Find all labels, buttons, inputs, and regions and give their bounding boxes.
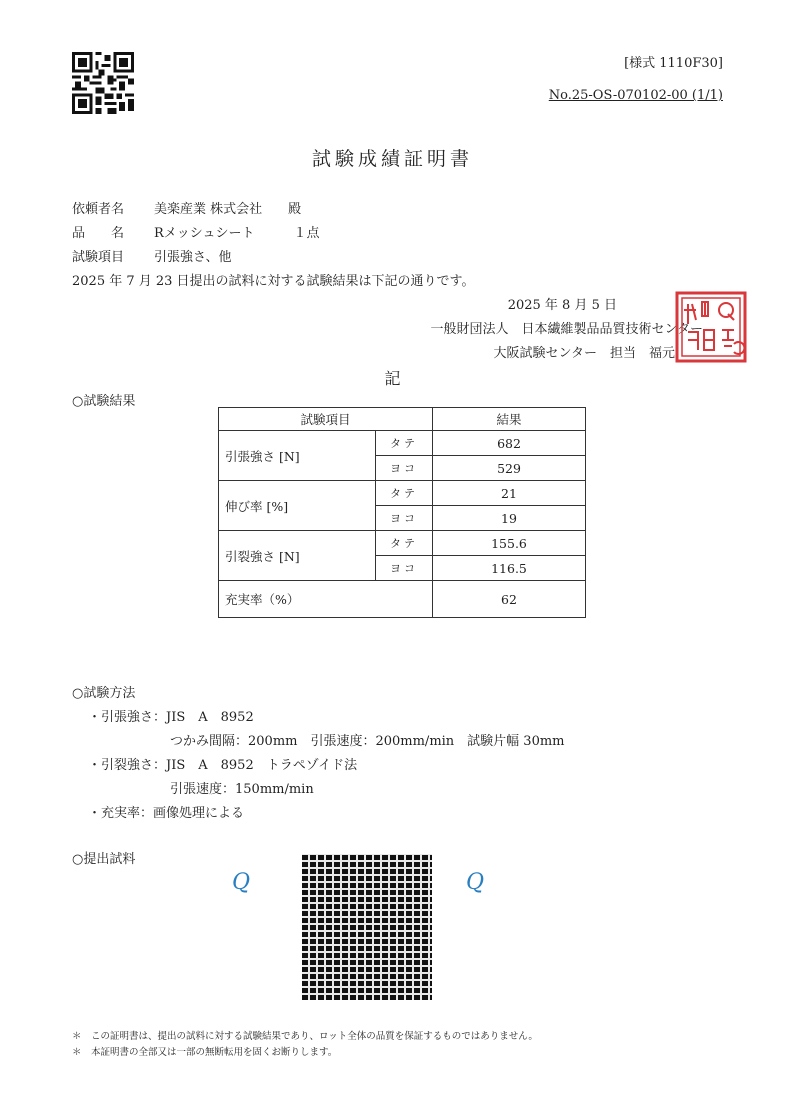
table-header-row (219, 408, 586, 431)
method-tear-conditions: 引張速度：150mm/min (170, 782, 314, 797)
row-item-tensile: 引張強さ [N] (219, 431, 376, 481)
form-code: [様式 1110F30] (624, 56, 723, 71)
value-fill-ratio: 62 (433, 581, 586, 618)
direction-yoko: ヨコ (376, 556, 433, 581)
client-value: 美楽産業 株式会社 殿 (154, 202, 302, 217)
qr-code (72, 52, 134, 114)
client-row (72, 198, 301, 217)
qtec-logo-icon: Q (466, 870, 485, 895)
row-item-fill-ratio: 充実率（%） (219, 581, 433, 618)
qtec-logo-icon: Q (232, 870, 251, 895)
value-tensile-yoko: 529 (433, 456, 586, 481)
issuer-center: 大阪試験センター 担当 福元 (493, 346, 675, 361)
table-row (219, 431, 586, 456)
direction-yoko: ヨコ (376, 456, 433, 481)
value-elongation-tate: 21 (433, 481, 586, 506)
document-title: 試験成績証明書 (311, 148, 473, 170)
mesh-sample-image (302, 854, 432, 1000)
footnote-2: ＊ 本証明書の全部又は一部の無断転用を固くお断りします。 (72, 1047, 338, 1058)
official-seal (674, 290, 748, 364)
footnote-1: ＊ この証明書は、提出の試料に対する試験結果であり、ロット全体の品質を保証するものではありません。 (72, 1031, 538, 1042)
table-row (219, 581, 586, 618)
test-items-value: 引張強さ、他 (154, 250, 232, 265)
method-tensile-conditions: つかみ間隔：200mm 引張速度：200mm/min 試験片幅 30mm (170, 734, 565, 749)
issuer-organization: 一般財団法人 日本繊維製品品質技術センター (430, 322, 703, 337)
methods-section-title: ○試験方法 (72, 686, 136, 701)
row-item-tear: 引裂強さ [N] (219, 531, 376, 581)
value-tensile-tate: 682 (433, 431, 586, 456)
table-row (219, 481, 586, 506)
client-label: 依頼者名 (72, 202, 125, 217)
header-result: 結果 (433, 408, 586, 431)
value-tear-tate: 155.6 (433, 531, 586, 556)
method-tensile: ・引張強さ：JIS A 8952 (88, 710, 254, 725)
sample-section-title: ○提出試料 (72, 852, 136, 867)
certificate-number: No.25-OS-070102-00 (1/1) (548, 88, 723, 103)
direction-tate: タテ (376, 531, 433, 556)
table-row (219, 531, 586, 556)
value-elongation-yoko: 19 (433, 506, 586, 531)
direction-tate: タテ (376, 431, 433, 456)
method-tear: ・引裂強さ：JIS A 8952 トラペゾイド法 (88, 758, 358, 773)
test-items-row (72, 246, 231, 265)
direction-yoko: ヨコ (376, 506, 433, 531)
submission-statement: 2025 年 7 月 23 日提出の試料に対する試験結果は下記の通りです。 (72, 274, 475, 289)
test-items-label: 試験項目 (72, 250, 125, 265)
ki-heading: 記 (384, 369, 401, 388)
product-value: Rメッシュシート １点 (154, 226, 320, 241)
row-item-elongation: 伸び率 [%] (219, 481, 376, 531)
value-tear-yoko: 116.5 (433, 556, 586, 581)
results-table (218, 407, 586, 618)
header-test-item: 試験項目 (219, 408, 433, 431)
method-fill-ratio: ・充実率：画像処理による (88, 806, 245, 821)
direction-tate: タテ (376, 481, 433, 506)
product-label: 品 名 (72, 226, 125, 241)
issue-date: 2025 年 8 月 5 日 (507, 298, 617, 313)
product-row (72, 222, 320, 241)
results-section-title: ○試験結果 (72, 394, 136, 409)
